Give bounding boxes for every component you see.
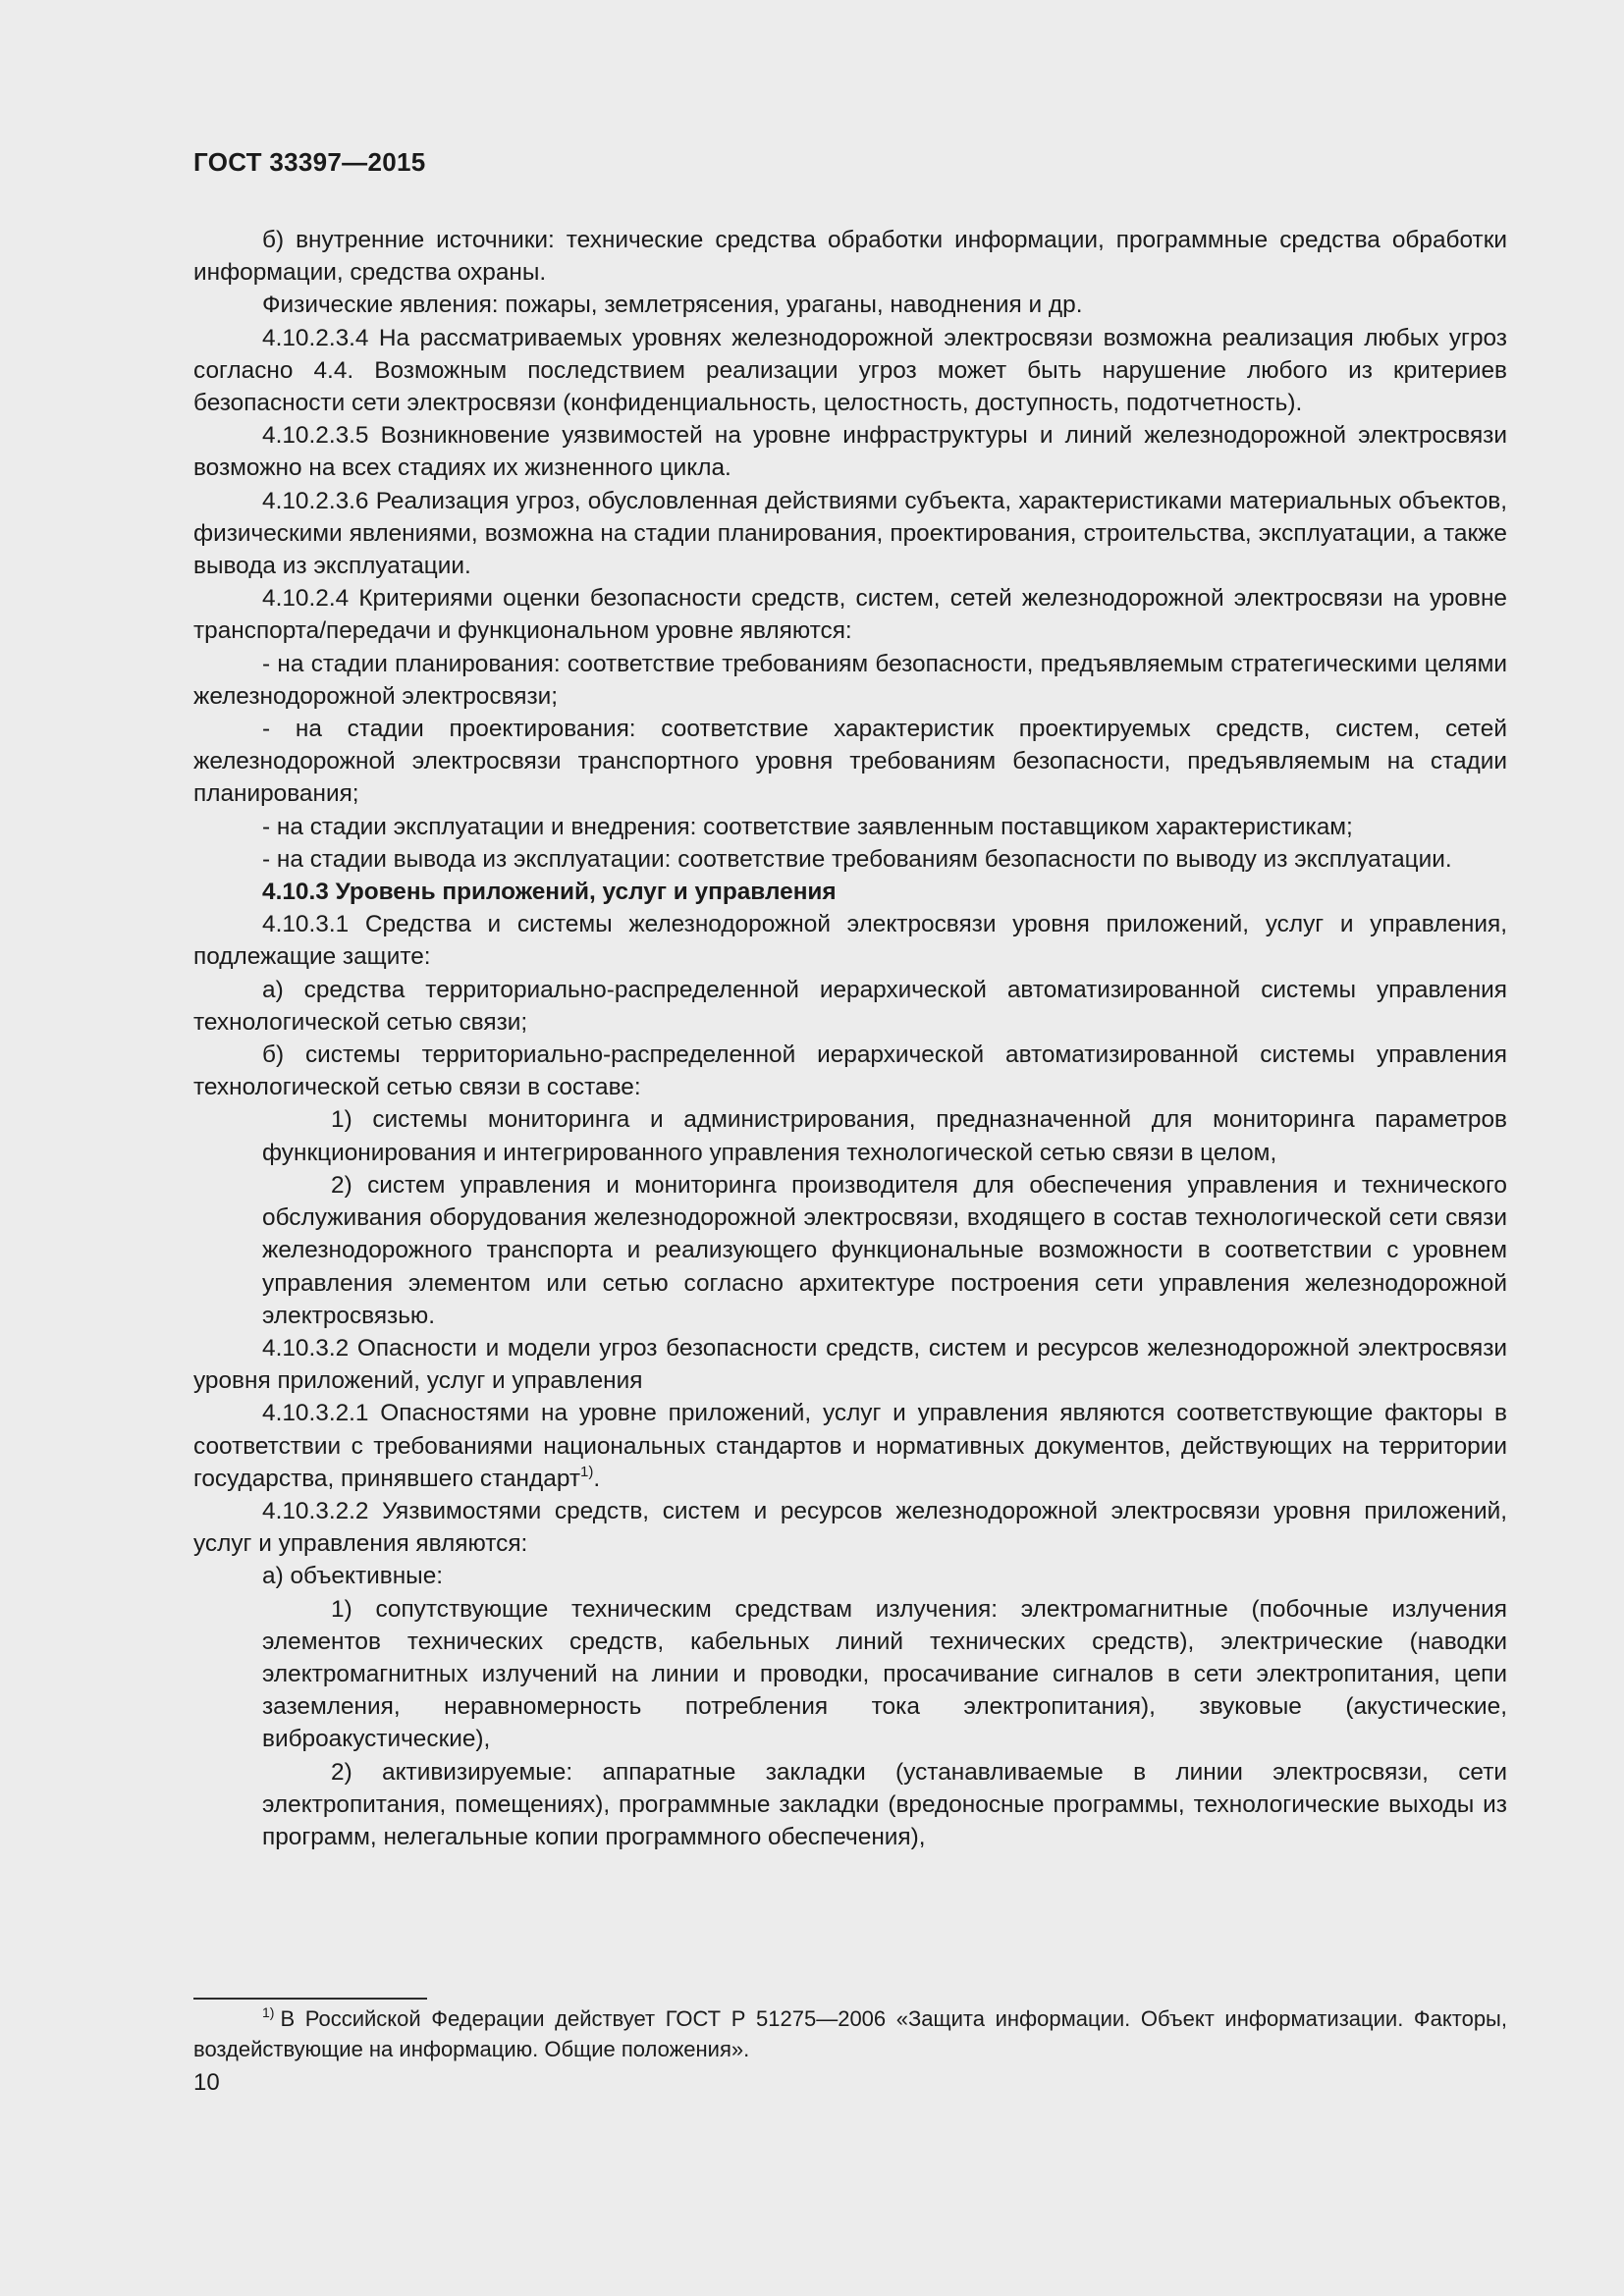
body-text	[193, 224, 1507, 1853]
paragraph: б) системы территориально-распределенной иерархической автоматизированной системы управления технологической сетью связи в составе:	[193, 1041, 1507, 1101]
paragraph: - на стадии планирования: соответствие требованиям безопасности, предъявляемым стратегическими целями железнодорожной электросвязи;	[193, 650, 1507, 710]
paragraph: б) внутренние источники: технические средства обработки информации, программные средства обработки информации, средства охраны.	[193, 227, 1507, 287]
paragraph: Физические явления: пожары, землетрясения, ураганы, наводнения и др.	[262, 292, 1083, 319]
footnote-paragraph	[193, 2003, 1507, 2064]
paragraph-text: 4.10.3.2.1 Опасностями на уровне приложений, услуг и управления являются соответствующие факторы в соответствии с требованиями национальных стандартов и нормативных документов, действующих на территории государства, принявшего стандарт	[193, 1400, 1507, 1492]
page-number: 10	[193, 2069, 220, 2096]
paragraph-with-footnote	[193, 1397, 1507, 1495]
paragraph: 4.10.3.2.2 Уязвимостями средств, систем и ресурсов железнодорожной электросвязи уровня приложений, услуг и управления являются:	[193, 1497, 1507, 1558]
section-heading: 4.10.3 Уровень приложений, услуг и управления	[262, 879, 837, 906]
footnote-marker: 1)	[262, 2004, 275, 2020]
paragraph: 4.10.2.3.4 На рассматриваемых уровнях железнодорожной электросвязи возможна реализация любых угроз согласно 4.4. Возможным последствием реализации угроз может быть нарушение любого из критериев безопасности сети электросвязи (конфиденциальность, целостность, доступность, подотчетность).	[193, 324, 1507, 417]
list-item: 1) системы мониторинга и администрирования, предназначенной для мониторинга параметров функционирования и интегрированного управления технологической сетью связи в целом,	[262, 1106, 1507, 1166]
footnote-text: В Российской Федерации действует ГОСТ Р 51275—2006 «Защита информации. Объект информатизации. Факторы, воздействующие на информацию. Общие положения».	[193, 2006, 1507, 2061]
paragraph: 4.10.3.1 Средства и системы железнодорожной электросвязи уровня приложений, услуг и управления, подлежащие защите:	[193, 911, 1507, 971]
paragraph-end: .	[593, 1465, 601, 1492]
footnote	[193, 2003, 1507, 2064]
paragraph: - на стадии эксплуатации и внедрения: соответствие заявленным поставщиком характеристикам;	[262, 813, 1353, 840]
footnote-reference: 1)	[580, 1463, 594, 1480]
footnote-divider	[193, 1998, 427, 2000]
list-item: 2) активизируемые: аппаратные закладки (устанавливаемые в линии электросвязи, сети электропитания, помещениях), программные закладки (вредоносные программы, технологические выходы из программ, нелегальные копии программного обеспечения),	[262, 1758, 1507, 1850]
paragraph: 4.10.2.3.6 Реализация угроз, обусловленная действиями субъекта, характеристиками материальных объектов, физическими явлениями, возможна на стадии планирования, проектирования, строительства, эксплуатации, а также вывода из эксплуатации.	[193, 487, 1507, 580]
paragraph: 4.10.2.4 Критериями оценки безопасности средств, систем, сетей железнодорожной электросвязи на уровне транспорта/передачи и функциональном уровне являются:	[193, 585, 1507, 645]
paragraph: 4.10.3.2 Опасности и модели угроз безопасности средств, систем и ресурсов железнодорожной электросвязи уровня приложений, услуг и управления	[193, 1334, 1507, 1395]
paragraph: а) объективные:	[262, 1563, 444, 1590]
list-item: 2) систем управления и мониторинга производителя для обеспечения управления и технического обслуживания оборудования железнодорожной электросвязи, входящего в состав технологической сети связи железнодорожного транспорта и реализующего функциональные возможности в соответствии с уровнем управления элементом или сетью согласно архитектуре построения сети управления железнодорожной электросвязью.	[262, 1171, 1507, 1329]
list-item: 1) сопутствующие техническим средствам излучения: электромагнитные (побочные излучения элементов технических средств, кабельных линий технических средств), электрические (наводки электромагнитных излучений на линии и проводки, просачивание сигналов в сети электропитания, цепи заземления, неравномерность потребления тока электропитания), звуковые (акустические, виброакустические),	[262, 1595, 1507, 1753]
document-header: ГОСТ 33397—2015	[193, 147, 426, 177]
paragraph: 4.10.2.3.5 Возникновение уязвимостей на уровне инфраструктуры и линий железнодорожной электросвязи возможно на всех стадиях их жизненного цикла.	[193, 422, 1507, 482]
paragraph: - на стадии вывода из эксплуатации: соответствие требованиям безопасности по выводу из эксплуатации.	[262, 845, 1452, 873]
paragraph: а) средства территориально-распределенной иерархической автоматизированной системы управления технологической сетью связи;	[193, 976, 1507, 1036]
paragraph: - на стадии проектирования: соответствие характеристик проектируемых средств, систем, сетей железнодорожной электросвязи транспортного уровня требованиям безопасности, предъявляемым на стадии планирования;	[193, 716, 1507, 808]
